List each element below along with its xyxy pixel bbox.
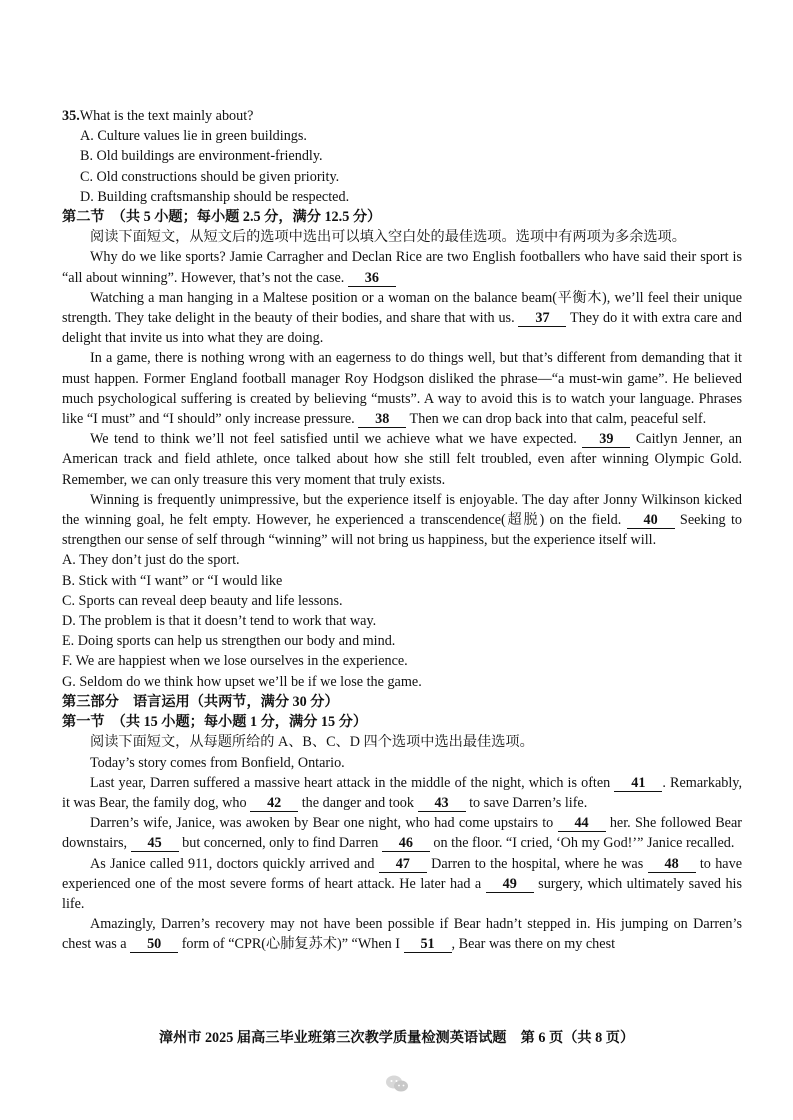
- option-c: C. Old constructions should be given priority.: [80, 168, 340, 185]
- option-a: A. Culture values lie in green buildings.: [80, 128, 307, 145]
- story-intro: Today’s story comes from Bonfield, Ontario.: [90, 754, 345, 771]
- part-3-section-1-heading: 第一节 （共 15 小题；每小题 1 分，满分 15 分）: [62, 714, 368, 731]
- cloze-paragraph: Amazingly, Darren’s recovery may not have been possible if Bear hadn’t stepped in. His jumping on Darren’s chest was a 50 form of “CPR(心肺复苏术)” “When I 51 , Bear was there on my chest: [62, 916, 742, 953]
- blank-38: 38: [358, 411, 406, 428]
- blank-49: 49: [486, 876, 534, 893]
- option-b: B. Old buildings are environment-friendly.: [80, 148, 323, 165]
- blank-39: 39: [582, 431, 630, 448]
- blank-40: 40: [627, 512, 675, 529]
- choice-g: G. Seldom do we think how upset we’ll be if we lose the game.: [62, 673, 422, 690]
- part-3-instruction: 阅读下面短文，从每题所给的 A、B、C、D 四个选项中选出最佳选项。: [90, 734, 534, 751]
- blank-47: 47: [379, 856, 427, 873]
- question-stem: What is the text mainly about?: [79, 108, 254, 124]
- choice-e: E. Doing sports can help us strengthen our body and mind.: [62, 633, 396, 650]
- choice-b: B. Stick with “I want” or “I would like: [62, 572, 283, 589]
- cloze-paragraph: As Janice called 911, doctors quickly arrived and 47 Darren to the hospital, where he was 48 to have experienced one of the most severe forms of heart attack. He later had a 49 surgery, which ultimately saved his life.: [62, 855, 742, 912]
- section-2-heading: 第二节 （共 5 小题；每小题 2.5 分，满分 12.5 分）: [62, 209, 382, 226]
- exam-page: [62, 106, 742, 955]
- page-footer: 漳州市 2025 届高三毕业班第三次教学质量检测英语试题 第 6 页（共 8 页）: [158, 1030, 635, 1046]
- blank-51: 51: [404, 936, 452, 953]
- blank-45: 45: [131, 835, 179, 852]
- choice-a: A. They don’t just do the sport.: [62, 552, 240, 569]
- cloze-paragraph: Darren’s wife, Janice, was awoken by Bear one night, who had come upstairs to 44 her. She followed Bear downstairs, 45 but concerned, only to find Darren 46 on the floor. “I cried, ‘Oh my God!’” Janice recalled.: [62, 815, 743, 852]
- option-d: D. Building craftsmanship should be respected.: [80, 188, 350, 205]
- choice-d: D. The problem is that it doesn’t tend to work that way.: [62, 613, 377, 630]
- blank-48: 48: [648, 856, 696, 873]
- blank-42: 42: [250, 795, 298, 812]
- blank-50: 50: [130, 936, 178, 953]
- blank-43: 43: [418, 795, 466, 812]
- part-3-heading: 第三部分 语言运用（共两节，满分 30 分）: [62, 693, 339, 710]
- choice-f: F. We are happiest when we lose ourselves in the experience.: [62, 653, 408, 670]
- passage-paragraph: We tend to think we’ll not feel satisfied until we achieve what we have expected. 39 Caitlyn Jenner, an American track and field athlete, once talked about how she still felt troubled, even after winning Olympic Gold. Remember, we can only treasure this very moment that truly exists.: [62, 431, 742, 488]
- passage-paragraph: Winning is frequently unimpressive, but the experience itself is enjoyable. The day after Jonny Wilkinson kicked the winning goal, he felt empty. However, he experienced a transcendence(超脱) on the field. 40 Seeking to strengthen our sense of self through “winning” will not bring us happiness, but the experience itself will.: [62, 491, 742, 549]
- section-2-instruction: 阅读下面短文，从短文后的选项中选出可以填入空白处的最佳选项。选项中有两项为多余选项。: [90, 229, 686, 246]
- passage-paragraph: Why do we like sports? Jamie Carragher and Declan Rice are two English footballers who have said their sport is “all about winning”. However, that’s not the case. 36: [62, 249, 742, 286]
- question-35: [62, 106, 742, 126]
- passage-paragraph: In a game, there is nothing wrong with an eagerness to do things well, but that’s different from demanding that it must happen. Former England football manager Roy Hodgson disliked the phrase—“a must-win game”. He believed much psychological suffering is created by believing “musts”. A way to avoid this is to watch your language. Phrases like “I must” and “I should” only increase pressure. 38 Then we can drop back into that calm, peaceful self.: [62, 350, 742, 428]
- blank-46: 46: [382, 835, 430, 852]
- question-number: 35.: [62, 108, 80, 124]
- choice-c: C. Sports can reveal deep beauty and life lessons.: [62, 592, 343, 609]
- cloze-paragraph: Last year, Darren suffered a massive heart attack in the middle of the night, which is often 41 . Remarkably, it was Bear, the family dog, who 42 the danger and took 43 to save Darren’s life.: [62, 774, 742, 811]
- passage-paragraph: Watching a man hanging in a Maltese position or a woman on the balance beam(平衡木), we’ll feel their unique strength. They take delight in the beauty of their bodies, and share that with us. 37 They do it with extra care and delight that invite us into what they are doing.: [62, 289, 742, 347]
- blank-37: 37: [518, 310, 566, 327]
- blank-41: 41: [614, 775, 662, 792]
- blank-44: 44: [558, 815, 606, 832]
- chat-bubble-icon: [384, 1074, 410, 1094]
- blank-36: 36: [348, 270, 396, 287]
